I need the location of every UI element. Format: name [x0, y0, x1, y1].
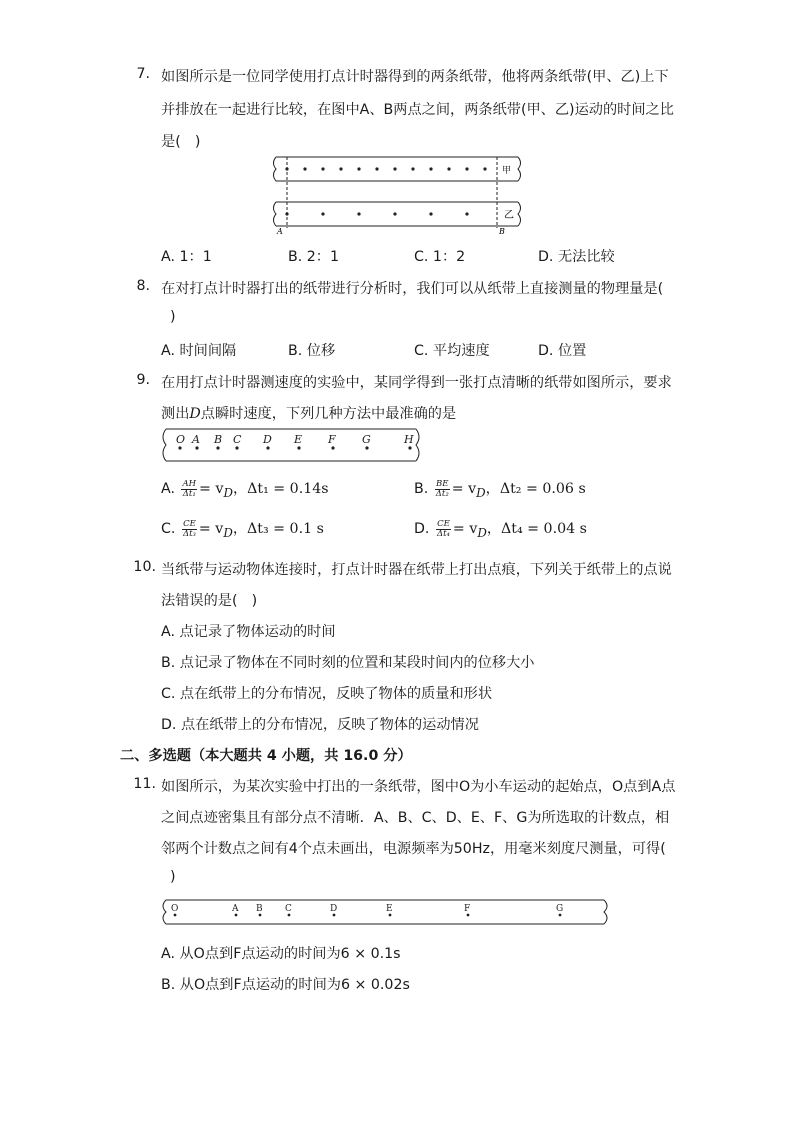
formula-eq: = v: [199, 481, 224, 497]
formula-tail: ，Δt₂ = 0.06 s: [485, 481, 586, 497]
q11-option-a: A. 从O点到F点运动的时间为6 × 0.1s: [161, 946, 401, 962]
q7-option-a: A. 1：1: [161, 249, 212, 265]
q10-option-d: D. 点在纸带上的分布情况，反映了物体的运动情况: [161, 717, 479, 733]
q11-number: 11.: [133, 776, 156, 792]
label-jia: 甲: [502, 166, 512, 176]
q9-label-b: B: [214, 433, 223, 446]
q11-label-e: E: [386, 904, 393, 914]
q9-option-a-label: A.: [161, 481, 175, 497]
fraction-denominator: Δt₂: [435, 488, 449, 499]
tape-yi: [274, 202, 521, 226]
q8-option-d: D. 位置: [538, 343, 587, 359]
q7-number: 7.: [136, 66, 150, 82]
q7-option-d: D. 无法比较: [538, 249, 615, 265]
q8-text-line2: ): [170, 309, 176, 325]
label-yi: 乙: [504, 210, 514, 221]
q9-option-b: [414, 478, 586, 500]
q9-label-a: A: [192, 433, 200, 446]
q10-option-b: B. 点记录了物体在不同时刻的位置和某段时间内的位移大小: [161, 655, 535, 671]
q9-label-f: F: [328, 433, 336, 446]
formula-tail: ，Δt₄ = 0.04 s: [486, 521, 587, 537]
q9-option-b-label: B.: [414, 481, 429, 497]
q11-option-b: B. 从O点到F点运动的时间为6 × 0.02s: [161, 977, 410, 993]
q9-option-d: [414, 518, 587, 540]
q10-number: 10.: [133, 559, 156, 575]
q9-option-a-fraction: [181, 480, 197, 499]
formula-sub: D: [223, 485, 233, 500]
label-a: A: [277, 227, 283, 236]
q11-label-d: D: [330, 904, 338, 914]
q9-label-d: D: [263, 433, 272, 446]
q9-label-h: H: [404, 433, 414, 446]
tape-jia: [274, 157, 521, 181]
q11-label-b: B: [256, 904, 263, 914]
q11-label-g: G: [556, 904, 564, 914]
q9-option-b-fraction: [435, 480, 450, 499]
q11-label-f: F: [464, 904, 471, 914]
q9-label-c: C: [233, 433, 242, 446]
q9-line2-post: 点瞬时速度，下列几种方法中最准确的是: [200, 406, 457, 422]
q10-text-line2: 法错误的是( ): [161, 593, 258, 609]
fraction-denominator: Δt₁: [182, 488, 196, 499]
q9-number: 9.: [136, 372, 150, 388]
q9-label-o: O: [176, 433, 186, 446]
q8-option-b: B. 位移: [288, 343, 336, 359]
q8-option-c: C. 平均速度: [414, 343, 490, 359]
formula-tail: ，Δt₃ = 0.1 s: [232, 521, 324, 537]
formula-sub: D: [477, 525, 487, 540]
fraction-denominator: Δt₄: [436, 528, 450, 539]
q9-line2-pre: 测出: [161, 406, 190, 422]
q9-tape-figure: [158, 427, 426, 465]
q9-option-c: [161, 518, 324, 540]
q11-label-c: C: [285, 904, 292, 914]
q9-line2-var: D: [189, 406, 201, 422]
q7-option-b: B. 2：1: [288, 249, 339, 265]
fraction-numerator: AH: [182, 478, 197, 489]
q7-tape-figure: [268, 154, 528, 236]
q11-tape-figure: [158, 897, 612, 929]
fraction-numerator: BE: [436, 478, 449, 489]
fraction-numerator: CE: [183, 518, 196, 529]
q10-option-a: A. 点记录了物体运动的时间: [161, 624, 336, 640]
q9-label-e: E: [294, 433, 303, 446]
formula-eq: = v: [452, 521, 478, 537]
q9-option-c-fraction: [182, 520, 197, 539]
formula-tail: ，Δt₁ = 0.14s: [232, 481, 329, 497]
q11-text-line3: 邻两个计数点之间有4个点未画出，电源频率为50Hz，用毫米刻度尺测量，可得(: [161, 841, 666, 857]
fraction-numerator: CE: [437, 518, 450, 529]
q8-number: 8.: [136, 278, 150, 294]
q9-text-line2: [161, 403, 456, 423]
q9-label-g: G: [362, 433, 371, 446]
section-multiple-choice-title: 二、多选题（本大题共 4 小题，共 16.0 分）: [120, 748, 412, 764]
q11-label-o: O: [171, 904, 179, 914]
q10-text-line1: 当纸带与运动物体连接时，打点计时器在纸带上打出点痕，下列关于纸带上的点说: [161, 562, 672, 578]
formula-sub: D: [476, 485, 486, 500]
fraction-denominator: Δt₃: [182, 528, 196, 539]
label-b: B: [499, 227, 505, 236]
q11-text-line4: ): [170, 869, 176, 885]
q9-option-d-fraction: [436, 520, 451, 539]
q9-option-c-label: C.: [161, 521, 176, 537]
q7-text-line3: 是( ): [161, 134, 201, 150]
q11-label-a: A: [232, 904, 239, 914]
q7-text-line2: 并排放在一起进行比较，在图中A、B两点之间，两条纸带(甲、乙)运动的时间之比: [161, 102, 674, 118]
q8-text-line1: 在对打点计时器打出的纸带进行分析时，我们可以从纸带上直接测量的物理量是(: [161, 281, 664, 297]
formula-eq: = v: [451, 481, 477, 497]
q8-option-a: A. 时间间隔: [161, 343, 237, 359]
q11-text-line1: 如图所示，为某次实验中打出的一条纸带，图中O为小车运动的起始点，O点到A点: [161, 779, 676, 795]
q9-option-a: [161, 478, 329, 500]
q10-option-c: C. 点在纸带上的分布情况，反映了物体的质量和形状: [161, 686, 493, 702]
q9-text-line1: 在用打点计时器测速度的实验中，某同学得到一张打点清晰的纸带如图所示，要求: [161, 375, 672, 391]
q9-option-d-label: D.: [414, 521, 430, 537]
q11-text-line2: 之间点迹密集且有部分点不清晰．A、B、C、D、E、F、G为所选取的计数点，相: [161, 810, 670, 826]
formula-eq: = v: [198, 521, 224, 537]
q7-text-line1: 如图所示是一位同学使用打点计时器得到的两条纸带，他将两条纸带(甲、乙)上下: [161, 69, 669, 85]
q7-option-c: C. 1：2: [414, 249, 466, 265]
formula-sub: D: [223, 525, 233, 540]
